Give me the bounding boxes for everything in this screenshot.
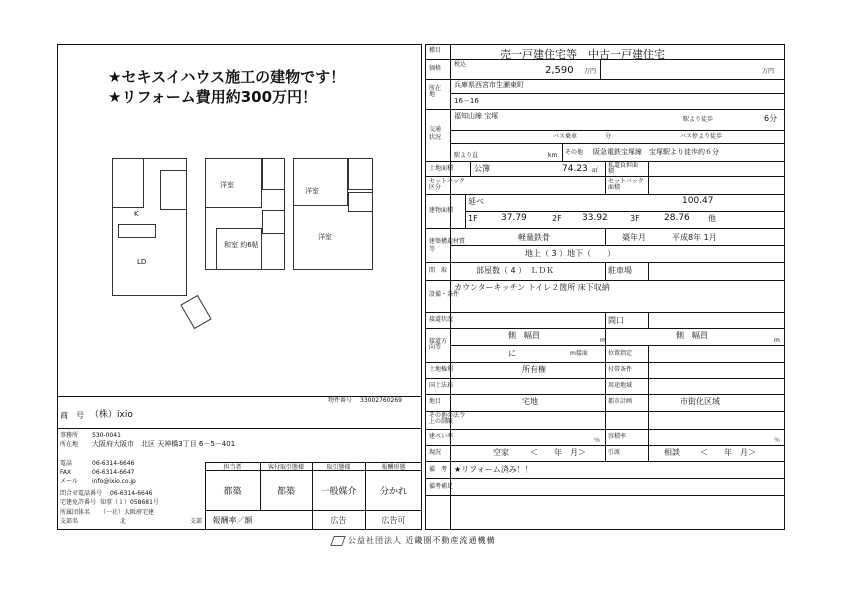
doc-number: 33002760269 [360, 397, 402, 404]
building-area-label: 建物面積 [429, 207, 454, 214]
line-value: 福知山線 宝塚 [454, 112, 499, 120]
assoc-label: 所属団体名 [60, 509, 91, 516]
fee-header-0: 担当者 [223, 463, 242, 471]
layout-label: 間 取 [429, 267, 448, 274]
km-unit: km [548, 152, 558, 159]
footer-org: 公益社団法人 近畿圏不動産流通機構 [348, 536, 496, 545]
remarks-label: 報酬率／額 [212, 515, 253, 525]
nobe-value: 100.47 [682, 196, 714, 206]
handover-date: ＜ 年 月＞ [700, 448, 756, 457]
road-side-2: 側 幅員 [676, 331, 708, 340]
fee-value-1: 都築 [276, 486, 295, 497]
address: 大阪府大阪市 北区 天神橋3丁目 6－5－401 [92, 440, 236, 448]
status-label: 現況 [429, 449, 442, 456]
room-yoshitsu-1: 洋室 [220, 181, 234, 189]
city-plan-label: 都市計画 [608, 398, 633, 405]
type-label: 種目 [429, 47, 442, 54]
headline-2: ★リフォーム費用約300万円！ [108, 88, 318, 106]
structure-label: 建築構造材質等 [429, 238, 466, 253]
tel-label: 電話 [60, 460, 73, 467]
bus-unit: 分 [605, 133, 612, 140]
footer-logo-icon [330, 536, 346, 546]
floor1-label: 1F [468, 214, 478, 223]
license: 知事（１）058681号 [100, 499, 159, 506]
room-k: K [134, 210, 139, 218]
remark-value: ★リフォーム済み！！ [454, 465, 533, 474]
fax: 06-6314-6647 [92, 469, 135, 476]
room-washitsu: 和室 約6帖 [224, 241, 259, 249]
fee-value-2: 一般媒介 [320, 486, 357, 497]
equip-label: 設備・条件 [429, 291, 460, 298]
price-value: 2,590 [545, 65, 574, 76]
fee-value-0: 都築 [223, 486, 242, 497]
price-label: 価格 [429, 65, 442, 72]
volume-pct: ％ [774, 437, 781, 444]
road-m-1: m [600, 337, 606, 344]
location-value: 兵庫県西宮市生瀬東町 [454, 81, 524, 89]
ad-label: 広告 [330, 515, 347, 525]
type-value: 売一戸建住宅等 中古一戸建住宅 [500, 48, 665, 61]
chiban-value: 16－16 [454, 97, 479, 105]
walk-label: 駅より徒歩 [683, 116, 714, 123]
floor2-value: 33.92 [582, 213, 608, 223]
nobe-label: 延べ [468, 197, 484, 206]
floor2-label: 2F [552, 214, 562, 223]
bus-label: バス乗車 [553, 133, 578, 140]
floor3-value: 28.76 [664, 213, 690, 223]
address-label: 所在地 [60, 441, 79, 448]
chimoku-label: 地目 [429, 398, 442, 405]
room-yoshitsu-2: 洋室 [305, 187, 319, 195]
road-dir-label: 接道方向等 [429, 338, 448, 351]
other-traffic: 阪急電鉄宝塚線 宝塚駅より徒歩約６分 [593, 148, 719, 156]
company-label: 商 号 [60, 411, 84, 420]
right-price-unit: 万円 [762, 68, 775, 75]
inquiry-label: 問合せ電話番号 [60, 490, 103, 497]
fee-header-3: 報酬形態 [381, 463, 406, 471]
handover-value: 相談 [664, 448, 680, 457]
license-label: 宅建免許番号 [60, 499, 97, 506]
doc-number-label: 物件番号 [328, 397, 353, 404]
fee-header-1: 客付取引態様 [267, 463, 304, 471]
coverage-pct: ％ [594, 437, 601, 444]
setback-area-label: セットバック面積 [608, 178, 644, 191]
built-label: 築年月 [622, 233, 646, 242]
other-floor-label: 他 [708, 214, 716, 223]
contact-label: に [508, 349, 516, 358]
land-area-value: 74.23 [562, 164, 588, 174]
fee-header-2: 取引態様 [326, 463, 351, 471]
use-zone-label: 用途地域 [608, 382, 633, 389]
position-label: 位置指定 [608, 350, 633, 357]
floor1-value: 37.79 [501, 213, 527, 223]
private-road-label: 私道負担面積 [608, 162, 639, 175]
tel: 06-6314-6646 [92, 460, 135, 467]
handover-label: 引渡 [608, 449, 621, 456]
status-date: ＜ 年 月＞ [530, 448, 586, 457]
chimoku-value: 宅地 [522, 397, 538, 406]
branch-suffix: 支部 [190, 518, 203, 525]
assoc: （一社）大阪府宅建 [100, 509, 155, 516]
other-label: その他 [565, 149, 584, 156]
floor3-label: 3F [630, 214, 640, 223]
room-ld: LD [137, 258, 147, 266]
road-side-1: 側 幅員 [508, 331, 540, 340]
city-plan-value: 市街化区域 [680, 397, 720, 406]
office-label: 事務所 [60, 432, 79, 439]
price-unit: 万円 [584, 68, 597, 75]
branch: 北 [120, 518, 127, 525]
fax-label: FAX [60, 469, 72, 476]
location-label: 所在地 [429, 85, 442, 98]
fee-value-3: 分かれ [379, 486, 407, 497]
land-area-label: 土地面積 [429, 165, 454, 172]
frontage-label: 間口 [608, 316, 624, 325]
mail: info@ixio.co.jp [92, 478, 136, 485]
floors-value: 地上（ 3 ）地下（ ） [525, 249, 616, 258]
land-right-label: 土地権利 [429, 366, 454, 373]
law-label: その他の法令上の制限 [429, 412, 466, 425]
ad-value: 広告可 [381, 515, 406, 525]
land-right-value: 所有権 [522, 365, 546, 374]
remark-label: 備 考 [429, 466, 448, 473]
inquiry-tel: 06-6314-6646 [110, 490, 153, 497]
branch-label: 支部名 [60, 518, 79, 525]
postcode: 530-0041 [92, 432, 121, 439]
road-label: 接道状況 [429, 316, 454, 323]
equip-value: カウンターキッチン トイレ２箇所 床下収納 [454, 283, 610, 292]
tax-label: 税込 [454, 61, 467, 68]
road-m-2: m [774, 337, 780, 344]
status-value: 空家 [493, 448, 509, 457]
traffic-label: 交通状況 [429, 126, 442, 142]
contact-value: m接面 [570, 350, 588, 357]
land-area-unit: ㎡ [592, 167, 599, 174]
company-name: （株）ixio [90, 410, 133, 420]
land-type: 公簿 [474, 164, 490, 173]
volume-label: 容積率 [608, 433, 627, 440]
fee-cond-label: 付帯条件 [608, 366, 633, 373]
mail-label: メール [60, 478, 78, 485]
remark2-label: 備考補足 [429, 483, 454, 490]
layout-value: 部屋数（ 4 ） ＬＤＫ [476, 266, 555, 275]
coverage-label: 建ぺい率 [429, 433, 454, 440]
built-value: 平成8年 1月 [672, 233, 717, 242]
station-dist-label: 駅より直 [454, 152, 479, 159]
structure-value: 軽量鉄骨 [518, 233, 550, 242]
land-law-label: 国土法届 [429, 382, 454, 389]
walk-minutes: 6分 [764, 114, 778, 123]
room-yoshitsu-3: 洋室 [318, 233, 332, 241]
parking-label: 駐車場 [608, 266, 632, 275]
busstop-label: バス停より徒歩 [680, 133, 723, 140]
headline-1: ★セキスイハウス施工の建物です！ [108, 68, 346, 86]
setback-label: セットバック区分 [429, 178, 465, 191]
